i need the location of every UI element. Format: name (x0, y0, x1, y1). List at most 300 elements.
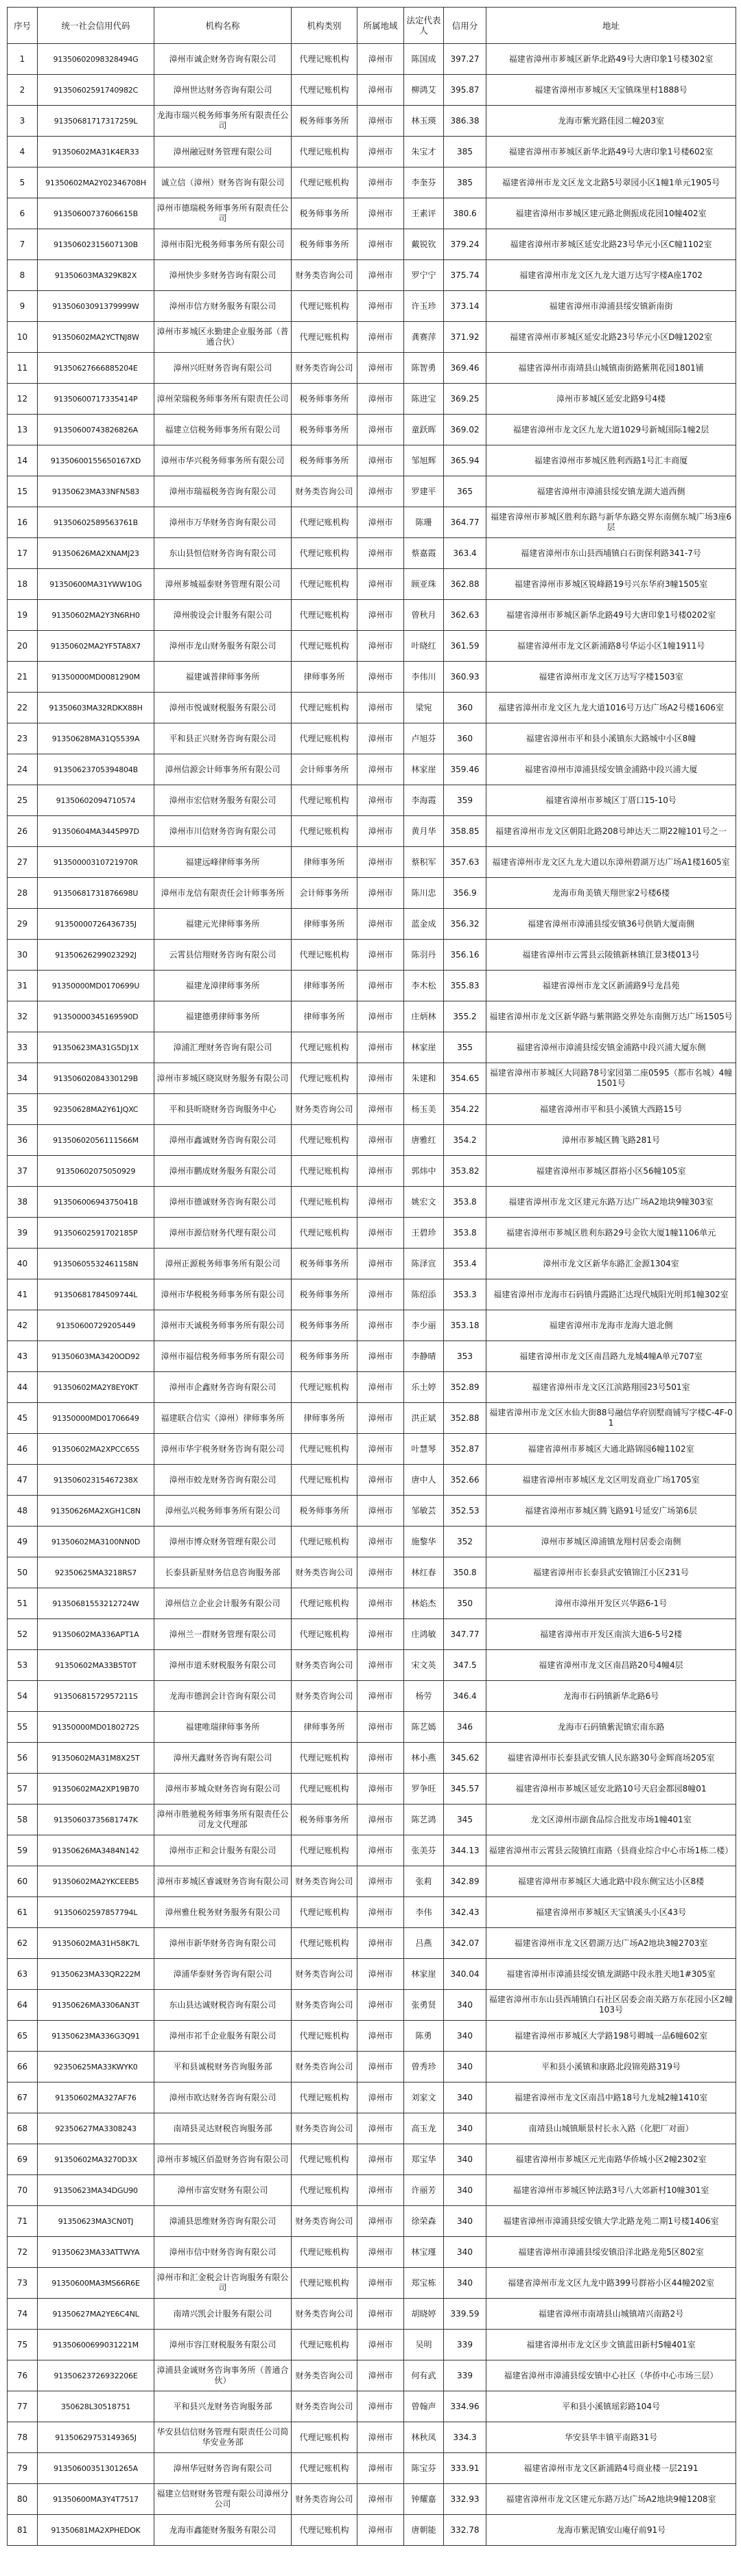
credit-score: 375.74 (444, 260, 486, 291)
table-row (8, 229, 736, 260)
credit-code: 91350600MA31YWW10G (38, 569, 154, 600)
org-type: 税务师事务所 (292, 1249, 357, 1279)
table-row (8, 2453, 736, 2484)
address: 福建省漳州市芗城区胜利东路与新华东路交界东南侧东城广场3座6层 (486, 507, 736, 538)
legal-rep: 王碧珍 (404, 1218, 444, 1249)
row-index: 41 (8, 1279, 38, 1310)
address: 福建省漳州市龙文区建元东路万达广场A2地块9幢1208室 (486, 2484, 736, 2515)
credit-code: 91350602MA3270D3X (38, 2144, 154, 2175)
org-type: 财务类咨询公司 (292, 1557, 357, 1588)
region: 漳州市 (357, 2268, 404, 2299)
credit-score: 352.88 (444, 1403, 486, 1434)
address: 福建省漳州市东山县西埔镇白石街保利路341-7号 (486, 538, 736, 569)
credit-code: 91350602589563761B (38, 507, 154, 538)
table-row (8, 2330, 736, 2360)
org-name: 漳州市新华财务咨询有限公司 (154, 1928, 292, 1959)
org-type: 代理记账机构 (292, 2144, 357, 2175)
region: 漳州市 (357, 260, 404, 291)
org-type: 财务类咨询公司 (292, 260, 357, 291)
row-index: 52 (8, 1619, 38, 1650)
region: 漳州市 (357, 1496, 404, 1527)
table-row (8, 1279, 736, 1310)
address: 福建省漳州市龙文区水仙大街88号融信华府别墅商铺写字楼C-4F-01 (486, 1403, 736, 1434)
credit-code: 91350681717317259L (38, 106, 154, 137)
region: 漳州市 (357, 569, 404, 600)
region: 漳州市 (357, 1990, 404, 2021)
credit-code: 91350000345169590D (38, 1001, 154, 1032)
address: 福建省漳州市芗城区大通北路中段东侧宝达小区8楼 (486, 1866, 736, 1897)
org-name: 福建诚普律师事务所 (154, 662, 292, 693)
table-row (8, 2175, 736, 2206)
table-row (8, 476, 736, 507)
org-type: 代理记账机构 (292, 1032, 357, 1063)
region: 漳州市 (357, 322, 404, 353)
address: 福建省漳州市龙文区龙文北路5号翠园小区1幢1单元1905号 (486, 167, 736, 198)
table-row (8, 1835, 736, 1866)
legal-rep: 杨劳 (404, 1681, 444, 1712)
row-index: 7 (8, 229, 38, 260)
legal-rep: 陈进宝 (404, 384, 444, 415)
credit-score: 365.94 (444, 445, 486, 476)
credit-score: 395.87 (444, 75, 486, 106)
credit-code: 91350600155650167XD (38, 445, 154, 476)
credit-code: 91350623MA31G5DJ1X (38, 1032, 154, 1063)
row-index: 39 (8, 1218, 38, 1249)
credit-score: 340 (444, 2175, 486, 2206)
table-row (8, 1372, 736, 1403)
region: 漳州市 (357, 1527, 404, 1557)
org-name: 漳州市鑫诚财务咨询有限公司 (154, 1125, 292, 1156)
row-index: 51 (8, 1588, 38, 1619)
credit-score: 360 (444, 723, 486, 754)
table-header-row (8, 8, 736, 44)
org-type: 代理记账机构 (292, 2175, 357, 2206)
credit-score: 347.5 (444, 1650, 486, 1681)
table-row (8, 538, 736, 569)
credit-code: 91350628MA31Q5539A (38, 723, 154, 754)
org-name: 漳浦汇理财务咨询有限公司 (154, 1032, 292, 1063)
region: 漳州市 (357, 1681, 404, 1712)
table-row (8, 1156, 736, 1187)
credit-score: 385 (444, 137, 486, 167)
header-legal-rep: 法定代表人 (404, 8, 444, 44)
table-row (8, 2515, 736, 2546)
row-index: 72 (8, 2237, 38, 2268)
credit-code: 91350623MA33ATTWYA (38, 2237, 154, 2268)
address: 龙海市石码镇新华北路6号 (486, 1681, 736, 1712)
row-index: 8 (8, 260, 38, 291)
table-row (8, 507, 736, 538)
legal-rep: 梁宛 (404, 693, 444, 723)
address: 福建省漳州市芗城区建元路北侧振成花园10幢402室 (486, 198, 736, 229)
credit-score: 355 (444, 1032, 486, 1063)
table-row (8, 723, 736, 754)
credit-code: 91350602MA33B5T0T (38, 1650, 154, 1681)
region: 漳州市 (357, 693, 404, 723)
row-index: 44 (8, 1372, 38, 1403)
row-index: 32 (8, 1001, 38, 1032)
region: 漳州市 (357, 1774, 404, 1805)
region: 漳州市 (357, 2453, 404, 2484)
table-row (8, 631, 736, 662)
credit-code: 91350602MA31M8X25T (38, 1743, 154, 1774)
row-index: 33 (8, 1032, 38, 1063)
region: 漳州市 (357, 2206, 404, 2237)
credit-code: 91350603MA3420OD92 (38, 1341, 154, 1372)
table-row (8, 878, 736, 909)
org-type: 财务类咨询公司 (292, 2391, 357, 2422)
legal-rep: 李木松 (404, 971, 444, 1001)
org-name: 漳州市诚企财务咨询有限公司 (154, 44, 292, 75)
org-name: 平和县正兴财务咨询有限公司 (154, 723, 292, 754)
org-type: 财务类咨询公司 (292, 2484, 357, 2515)
region: 漳州市 (357, 1959, 404, 1990)
credit-code: 91350602MA336APT1A (38, 1619, 154, 1650)
region: 漳州市 (357, 1866, 404, 1897)
org-type: 律师事务所 (292, 847, 357, 878)
credit-score: 339.59 (444, 2299, 486, 2330)
credit-score: 356.16 (444, 940, 486, 971)
region: 漳州市 (357, 1743, 404, 1774)
table-row (8, 1001, 736, 1032)
row-index: 45 (8, 1403, 38, 1434)
table-row (8, 785, 736, 816)
credit-score: 397.27 (444, 44, 486, 75)
credit-score: 346.4 (444, 1681, 486, 1712)
credit-score: 373.14 (444, 291, 486, 322)
credit-score: 371.92 (444, 322, 486, 353)
row-index: 40 (8, 1249, 38, 1279)
org-type: 代理记账机构 (292, 75, 357, 106)
table-row (8, 415, 736, 445)
legal-rep: 李海霞 (404, 785, 444, 816)
address: 平和县小溪镇和康路北段锦苑路319号 (486, 2052, 736, 2082)
address: 福建省漳州市龙文区新浦路4号商业楼一层2191 (486, 2453, 736, 2484)
region: 漳州市 (357, 1249, 404, 1279)
address: 福建省漳州市漳浦县绥安镇中心社区（华侨中心市场三层） (486, 2360, 736, 2391)
region: 漳州市 (357, 445, 404, 476)
org-type: 税务师事务所 (292, 106, 357, 137)
legal-rep: 洪正斌 (404, 1403, 444, 1434)
org-name: 漳州市富安财务有限公司 (154, 2175, 292, 2206)
credit-code: 91350626MA3306AN3T (38, 1990, 154, 2021)
table-row (8, 600, 736, 631)
org-name: 漳州市芗城区佰盈财务咨询有限公司 (154, 2144, 292, 2175)
table-row (8, 353, 736, 384)
region: 漳州市 (357, 415, 404, 445)
credit-score: 340 (444, 2144, 486, 2175)
credit-score: 339 (444, 2360, 486, 2391)
org-type: 代理记账机构 (292, 1125, 357, 1156)
address: 龙海市紫光路佳园二幢203室 (486, 106, 736, 137)
credit-code: 91350681731876698U (38, 878, 154, 909)
table-row (8, 940, 736, 971)
org-type: 会计师事务所 (292, 754, 357, 785)
org-type: 税务师事务所 (292, 229, 357, 260)
address: 福建省漳州市龙文区九龙大道万达写字楼A座1702 (486, 260, 736, 291)
row-index: 43 (8, 1341, 38, 1372)
address: 福建省漳州市龙文区万达写字楼1503室 (486, 662, 736, 693)
row-index: 62 (8, 1928, 38, 1959)
credit-code: 91350681572957211S (38, 1681, 154, 1712)
table-row (8, 198, 736, 229)
table-row (8, 1403, 736, 1434)
legal-rep: 钟耀嘉 (404, 2484, 444, 2515)
org-name: 东山县达诚财税咨询有限公司 (154, 1990, 292, 2021)
org-type: 代理记账机构 (292, 1835, 357, 1866)
table-row (8, 260, 736, 291)
row-index: 20 (8, 631, 38, 662)
org-type: 代理记账机构 (292, 1218, 357, 1249)
org-name: 漳州市企鑫财务咨询有限公司 (154, 1372, 292, 1403)
org-type: 财务类咨询公司 (292, 353, 357, 384)
legal-rep: 曾翰声 (404, 2391, 444, 2422)
legal-rep: 邹旭辉 (404, 445, 444, 476)
region: 漳州市 (357, 2175, 404, 2206)
header-index: 序号 (8, 8, 38, 44)
row-index: 36 (8, 1125, 38, 1156)
address: 福建省漳州市龙海市石码镇丹霞路汇达现代城阳光明邦1幢302室 (486, 1279, 736, 1310)
row-index: 61 (8, 1897, 38, 1928)
credit-code: 91350623MA336G3Q91 (38, 2021, 154, 2052)
credit-score: 361.59 (444, 631, 486, 662)
address: 漳州市芗城区腾飞路281号 (486, 1125, 736, 1156)
legal-rep: 林秋凤 (404, 2422, 444, 2453)
org-name: 漳州正源税务师事务所有限公司 (154, 1249, 292, 1279)
legal-rep: 龚赛萍 (404, 322, 444, 353)
table-row (8, 847, 736, 878)
row-index: 55 (8, 1712, 38, 1743)
credit-score: 379.24 (444, 229, 486, 260)
credit-score: 332.93 (444, 2484, 486, 2515)
credit-code: 91350602MA2YKCEEB5 (38, 1866, 154, 1897)
credit-code: 91350602MA327AF76 (38, 2082, 154, 2113)
credit-code: 91350600729205449 (38, 1310, 154, 1341)
credit-code: 91350603MA329K82X (38, 260, 154, 291)
table-row (8, 569, 736, 600)
table-row (8, 662, 736, 693)
row-index: 31 (8, 971, 38, 1001)
org-name: 漳州市信方财务服务有限公司 (154, 291, 292, 322)
row-index: 66 (8, 2052, 38, 2082)
region: 漳州市 (357, 1156, 404, 1187)
org-name: 福建联合信实（漳州）律师事务所 (154, 1403, 292, 1434)
org-type: 财务类咨询公司 (292, 1650, 357, 1681)
org-name: 福建唯瑞律师事务所 (154, 1712, 292, 1743)
org-name: 漳州华冠财务咨询有限公司 (154, 2453, 292, 2484)
address: 福建省漳州市龙文区新浦路8号华运小区1幢1911号 (486, 631, 736, 662)
row-index: 29 (8, 909, 38, 940)
legal-rep: 许丽芳 (404, 2175, 444, 2206)
legal-rep: 叶慧琴 (404, 1434, 444, 1465)
region: 漳州市 (357, 476, 404, 507)
org-type: 律师事务所 (292, 1403, 357, 1434)
org-name: 云霄县信翔财务咨询有限公司 (154, 940, 292, 971)
org-name: 漳州市龙信有限责任会计师事务所 (154, 878, 292, 909)
legal-rep: 陈宝芬 (404, 2453, 444, 2484)
credit-score: 353.8 (444, 1218, 486, 1249)
table-row (8, 75, 736, 106)
credit-score: 356.9 (444, 878, 486, 909)
credit-code: 350628L30518751 (38, 2391, 154, 2422)
org-name: 福建立信税务师事务所有限公司 (154, 415, 292, 445)
address: 福建省漳州市芗城区大通北路锦园6幢1102室 (486, 1434, 736, 1465)
credit-score: 334.96 (444, 2391, 486, 2422)
legal-rep: 高玉龙 (404, 2113, 444, 2144)
address: 福建省漳州市漳浦县绥安镇新南街 (486, 291, 736, 322)
table-row (8, 1959, 736, 1990)
address: 福建省漳州市南靖县山城镇南街路紫荆花园1801铺 (486, 353, 736, 384)
region: 漳州市 (357, 2422, 404, 2453)
row-index: 9 (8, 291, 38, 322)
row-index: 53 (8, 1650, 38, 1681)
row-index: 30 (8, 940, 38, 971)
legal-rep: 庄炳林 (404, 1001, 444, 1032)
table-row (8, 2484, 736, 2515)
org-type: 代理记账机构 (292, 538, 357, 569)
org-type: 律师事务所 (292, 662, 357, 693)
legal-rep: 邹敏芸 (404, 1496, 444, 1527)
row-index: 21 (8, 662, 38, 693)
table-row (8, 1465, 736, 1496)
org-type: 代理记账机构 (292, 1743, 357, 1774)
table-row (8, 1125, 736, 1156)
org-type: 代理记账机构 (292, 785, 357, 816)
table-row (8, 1527, 736, 1557)
legal-rep: 朱宝才 (404, 137, 444, 167)
org-type: 代理记账机构 (292, 1774, 357, 1805)
row-index: 24 (8, 754, 38, 785)
credit-code: 91350602MA2YCTNJ8W (38, 322, 154, 353)
region: 漳州市 (357, 2052, 404, 2082)
address: 福建省漳州市芗城区胜利东路29号金钦大厦1幢1106单元 (486, 1218, 736, 1249)
credit-code: 91350602MA31H58K7L (38, 1928, 154, 1959)
row-index: 50 (8, 1557, 38, 1588)
org-type: 财务类咨询公司 (292, 2052, 357, 2082)
region: 漳州市 (357, 2484, 404, 2515)
address: 龙海市紫泥镇安山庵仔前91号 (486, 2515, 736, 2546)
credit-score: 332.78 (444, 2515, 486, 2546)
region: 漳州市 (357, 971, 404, 1001)
org-type: 税务师事务所 (292, 415, 357, 445)
row-index: 27 (8, 847, 38, 878)
credit-score: 340 (444, 1990, 486, 2021)
row-index: 48 (8, 1496, 38, 1527)
credit-code: 91350600694375041B (38, 1187, 154, 1218)
address: 福建省漳州市龙海市龙海大道北侧 (486, 1310, 736, 1341)
credit-score: 369.02 (444, 415, 486, 445)
legal-rep: 陈智勇 (404, 353, 444, 384)
address: 福建省漳州市龙文区九龙大道1029号新城国际1幢2层 (486, 415, 736, 445)
row-index: 14 (8, 445, 38, 476)
credit-code: 91350603735681747K (38, 1805, 154, 1835)
org-type: 税务师事务所 (292, 198, 357, 229)
address: 福建省漳州市芗城区延安北路10号天启金都园8幢01 (486, 1774, 736, 1805)
legal-rep: 曾秀珍 (404, 2052, 444, 2082)
legal-rep: 叶晓红 (404, 631, 444, 662)
legal-rep: 戴锐钦 (404, 229, 444, 260)
address: 福建省漳州市芗城区腾飞路91号延安广场第6层 (486, 1496, 736, 1527)
row-index: 28 (8, 878, 38, 909)
row-index: 42 (8, 1310, 38, 1341)
address: 南靖县山城镇顺景村长永入路（化肥厂对面） (486, 2113, 736, 2144)
row-index: 18 (8, 569, 38, 600)
table-row (8, 1032, 736, 1063)
credit-score: 362.88 (444, 569, 486, 600)
credit-score: 344.13 (444, 1835, 486, 1866)
credit-score-table-sheet (7, 7, 736, 2546)
table-row (8, 1866, 736, 1897)
credit-code: 91350602MA2Y02346708H (38, 167, 154, 198)
address: 福建省漳州市平和县小溪镇大西路15号 (486, 1094, 736, 1125)
credit-code: 91350626299023292J (38, 940, 154, 971)
region: 漳州市 (357, 2515, 404, 2546)
credit-score: 354.2 (444, 1125, 486, 1156)
org-name: 漳州市博众财务管理有限公司 (154, 1527, 292, 1557)
credit-code: 92350625MA3218RS7 (38, 1557, 154, 1588)
region: 漳州市 (357, 1063, 404, 1094)
credit-code: 92350627MA3308243 (38, 2113, 154, 2144)
row-index: 63 (8, 1959, 38, 1990)
credit-code: 91350602MA31K4ER33 (38, 137, 154, 167)
org-type: 代理记账机构 (292, 1156, 357, 1187)
address: 福建省漳州市芗城区新华北路49号大唐印象1号楼602室 (486, 137, 736, 167)
credit-code: 91350000310721970R (38, 847, 154, 878)
row-index: 60 (8, 1866, 38, 1897)
row-index: 5 (8, 167, 38, 198)
region: 漳州市 (357, 1650, 404, 1681)
org-type: 律师事务所 (292, 1712, 357, 1743)
org-name: 漳州市福信税务师事务所有限公司 (154, 1341, 292, 1372)
legal-rep: 乐土婷 (404, 1372, 444, 1403)
credit-code: 92350625MA33KWYK0 (38, 2052, 154, 2082)
org-type: 代理记账机构 (292, 600, 357, 631)
legal-rep: 蔡积军 (404, 847, 444, 878)
credit-score-table (7, 7, 736, 2546)
credit-score: 339 (444, 2330, 486, 2360)
table-row (8, 445, 736, 476)
address: 福建省漳州市漳浦县绥安镇龙湖大道西侧 (486, 476, 736, 507)
legal-rep: 张勇贤 (404, 1990, 444, 2021)
org-type: 代理记账机构 (292, 167, 357, 198)
table-row (8, 137, 736, 167)
region: 漳州市 (357, 1094, 404, 1125)
credit-score: 340 (444, 2237, 486, 2268)
org-name: 福建德勇律师事务所 (154, 1001, 292, 1032)
row-index: 76 (8, 2360, 38, 2391)
credit-score: 363.4 (444, 538, 486, 569)
header-credit-code: 统一社会信用代码 (38, 8, 154, 44)
table-row (8, 384, 736, 415)
region: 漳州市 (357, 1310, 404, 1341)
org-type: 财务类咨询公司 (292, 2206, 357, 2237)
credit-code: 91350000MD01706649 (38, 1403, 154, 1434)
table-row (8, 2113, 736, 2144)
row-index: 46 (8, 1434, 38, 1465)
legal-rep: 林家崖 (404, 1959, 444, 1990)
org-name: 漳州市华兴税务师事务所有限公司 (154, 445, 292, 476)
org-type: 财务类咨询公司 (292, 476, 357, 507)
legal-rep: 林红春 (404, 1557, 444, 1588)
row-index: 35 (8, 1094, 38, 1125)
org-name: 漳州市鹏成财务服务有限公司 (154, 1156, 292, 1187)
org-name: 漳州兰一群财务管理有限公司 (154, 1619, 292, 1650)
header-org-type: 机构类别 (292, 8, 357, 44)
org-type: 税务师事务所 (292, 384, 357, 415)
org-type: 代理记账机构 (292, 137, 357, 167)
org-type: 税务师事务所 (292, 1496, 357, 1527)
region: 漳州市 (357, 1465, 404, 1496)
